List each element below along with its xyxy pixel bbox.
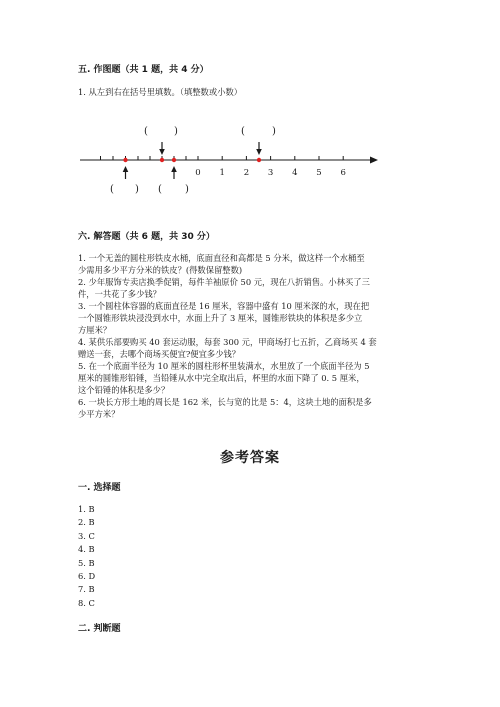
answer-paren: ): [185, 184, 189, 195]
section6-body: [78, 252, 377, 420]
answer-paren: (: [144, 126, 148, 137]
tick-label: 0: [195, 168, 201, 178]
answer-paren: (: [110, 184, 114, 195]
section5-question1: 1. 从左到右在括号里填数。（填整数或小数）: [78, 87, 243, 97]
question-line: 4. 某供乐部要购买 40 套运动服，每套 300 元，甲商场打七五折，乙商场买 4 套: [78, 337, 377, 347]
up-arrow-head: [123, 166, 129, 172]
answers-section2-title: 二. 判断题: [78, 624, 121, 634]
question-line: 少需用多少平方分米的铁皮？(得数保留整数): [78, 265, 243, 275]
question-line: 1. 一个无盖的圆柱形铁皮水桶，底面直径和高都是 5 分米，做这样一个水桶至: [78, 253, 365, 263]
question-line: 少平方米？: [78, 409, 120, 419]
answer-paren: ): [174, 126, 178, 137]
question-line: 一个圆锥形铁块浸没到水中，水面上升了 3 厘米，圆锥形铁块的体积是多少立: [78, 313, 363, 323]
answer-item: 7. B: [78, 584, 95, 595]
answer-item: 4. B: [78, 544, 95, 555]
question-line: 这个铅锤的体积是多少？: [78, 385, 170, 395]
down-arrow-head: [159, 149, 165, 155]
question-line: 2. 少年服饰专卖店换季促销，每件羊袖原价 50 元，现在八折销售。小林买了三: [78, 277, 370, 287]
answer-item: 8. C: [78, 597, 95, 608]
up-arrow-head: [171, 166, 177, 172]
answer-paren: ): [272, 126, 276, 137]
tick-label: 5: [316, 168, 322, 178]
answer-item: 3. C: [78, 530, 95, 541]
section5-title: 五. 作图题（共 1 题，共 4 分）: [78, 65, 209, 75]
tick-label: 1: [219, 168, 225, 178]
question-line: 5. 在一个底面半径为 10 厘米的圆柱形杯里装满水，水里放了一个底面半径为 5: [78, 361, 370, 371]
axis-arrowhead: [370, 157, 378, 164]
down-arrow-head: [256, 149, 262, 155]
marker-dot: [172, 158, 176, 162]
answer-item: 1. B: [78, 504, 95, 514]
marker-dot: [160, 158, 164, 162]
answer-paren: (: [241, 126, 245, 137]
answer-item: 5. B: [78, 557, 95, 568]
question-line: 方厘米？: [78, 325, 112, 335]
tick-label: 3: [267, 168, 274, 178]
question-line: 赠送一套，去哪个商场买便宜?便宜多少钱？: [78, 349, 241, 359]
question-line: 件，一共花了多少钱？: [78, 289, 161, 299]
question-line: 3. 一个圆柱体容器的底面直径是 16 厘米，容器中盛有 10 厘米深的水，现在把: [78, 301, 370, 311]
answers-section1-title: 一. 选择题: [78, 483, 121, 493]
question-line: 厘米的圆锥形铅锤，当铅锤从水中完全取出后，杯里的水面下降了 0. 5 厘米，: [78, 373, 365, 383]
answers-title: 参考答案: [220, 450, 280, 466]
answer-item: 6. D: [78, 571, 96, 582]
question-line: 6. 一块长方形土地的周长是 162 米，长与宽的比是 5：4，这块土地的面积是多: [78, 397, 372, 407]
answer-paren: ): [135, 184, 139, 195]
section6-title: 六. 解答题（共 6 题，共 30 分）: [78, 232, 215, 242]
answer-paren: (: [158, 184, 162, 195]
tick-label: 6: [340, 168, 346, 178]
answer-item: 2. B: [78, 517, 95, 528]
marker-dot: [257, 158, 261, 162]
tick-label: 4: [292, 168, 298, 178]
marker-dot: [123, 158, 127, 162]
number-line: [0, 120, 500, 200]
answer-list: [78, 503, 95, 610]
tick-label: 2: [243, 168, 250, 178]
